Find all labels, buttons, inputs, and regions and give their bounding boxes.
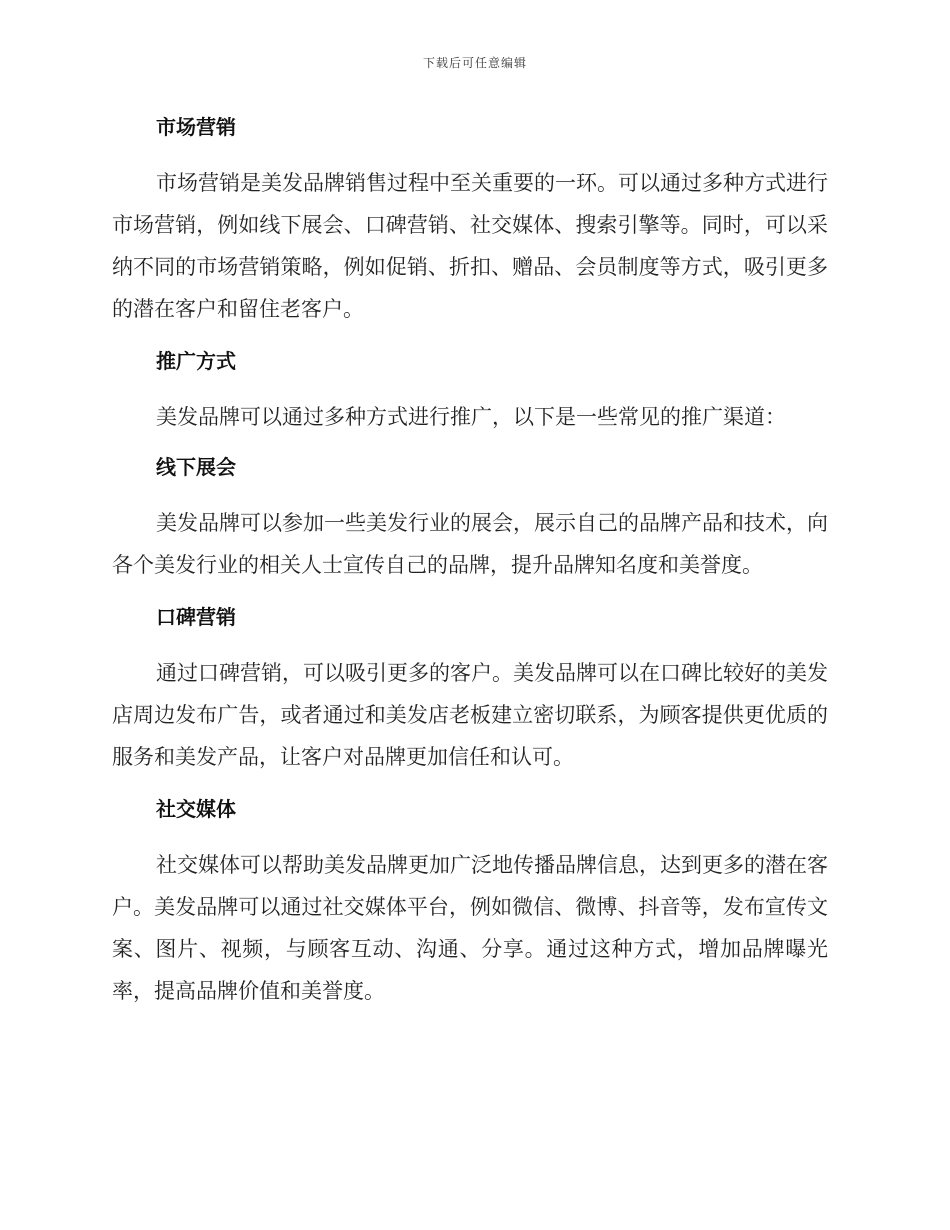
section-paragraph: 通过口碑营销，可以吸引更多的客户。美发品牌可以在口碑比较好的美发店周边发布广告，或者通过和美发店老板建立密切联系，为顾客提供更优质的服务和美发产品，让客户对品牌更加信任和认可。 [112, 661, 828, 769]
section-word-of-mouth [112, 598, 828, 778]
section-offline-exhibition [112, 448, 828, 586]
section-market-marketing [112, 108, 828, 330]
section-paragraph: 美发品牌可以参加一些美发行业的展会，展示自己的品牌产品和技术，向各个美发行业的相关人士宣传自己的品牌，提升品牌知名度和美誉度。 [112, 511, 828, 577]
section-heading: 口碑营销 [156, 605, 236, 629]
section-promotion-methods [112, 342, 828, 438]
section-heading: 市场营销 [156, 115, 236, 139]
section-paragraph: 美发品牌可以通过多种方式进行推广，以下是一些常见的推广渠道： [156, 405, 786, 429]
document-content [112, 108, 828, 1024]
section-paragraph: 市场营销是美发品牌销售过程中至关重要的一环。可以通过多种方式进行市场营销，例如线下展会、口碑营销、社交媒体、搜索引擎等。同时，可以采纳不同的市场营销策略，例如促销、折扣、赠品、会员制度等方式，吸引更多的潜在客户和留住老客户。 [112, 171, 828, 321]
section-heading: 社交媒体 [156, 797, 236, 821]
section-heading: 线下展会 [156, 455, 236, 479]
section-paragraph: 社交媒体可以帮助美发品牌更加广泛地传播品牌信息，达到更多的潜在客户。美发品牌可以通过社交媒体平台，例如微信、微博、抖音等，发布宣传文案、图片、视频，与顾客互动、沟通、分享。通过这种方式，增加品牌曝光率，提高品牌价值和美誉度。 [112, 853, 828, 1003]
section-heading: 推广方式 [156, 349, 236, 373]
section-social-media [112, 790, 828, 1012]
page-header: 下载后可任意编辑 [422, 56, 527, 70]
